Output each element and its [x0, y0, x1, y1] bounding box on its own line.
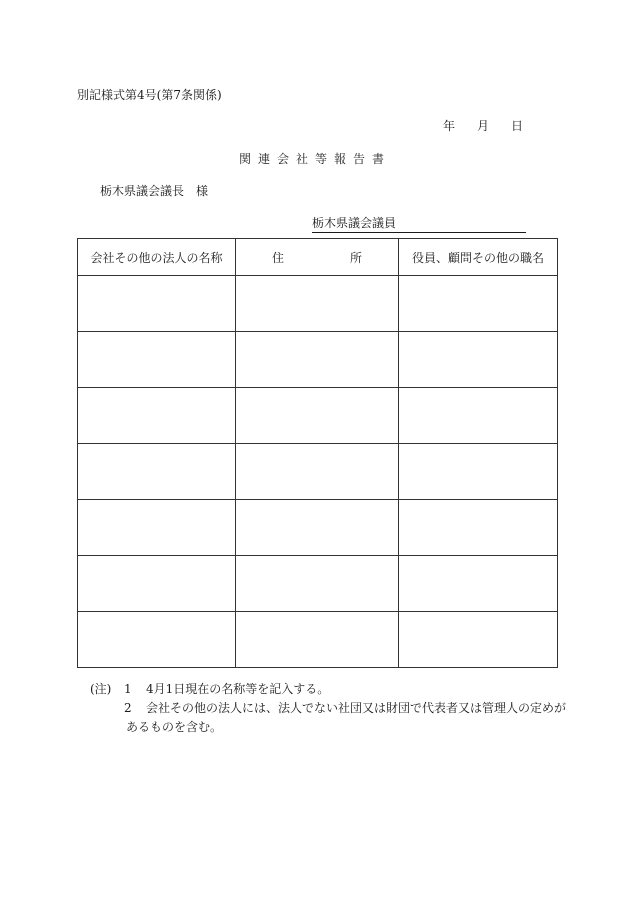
address-cell[interactable] — [236, 444, 399, 500]
table-row — [78, 444, 558, 500]
company-name-cell[interactable] — [78, 612, 236, 668]
note-text-continued: あるものを含む。 — [126, 720, 223, 734]
note-text: 会社その他の法人には、法人でない社団又は財団で代表者又は管理人の定めが — [146, 701, 567, 715]
position-cell[interactable] — [399, 444, 558, 500]
notes-label: (注) — [90, 682, 112, 696]
position-cell[interactable] — [399, 500, 558, 556]
note-number: 2 — [124, 701, 132, 715]
table-row — [78, 332, 558, 388]
table-row — [78, 388, 558, 444]
company-name-cell[interactable] — [78, 332, 236, 388]
note-text: 4月1日現在の名称等を記入する。 — [146, 682, 330, 696]
company-name-cell[interactable] — [78, 388, 236, 444]
table-row — [78, 500, 558, 556]
notes — [90, 680, 566, 737]
header-position: 役員、顧問その他の職名 — [399, 239, 558, 276]
month-label: 月 — [477, 119, 490, 133]
company-name-cell[interactable] — [78, 556, 236, 612]
note-item-1 — [90, 680, 566, 699]
position-cell[interactable] — [399, 332, 558, 388]
day-label: 日 — [511, 119, 524, 133]
date-line — [443, 117, 523, 134]
company-name-cell[interactable] — [78, 444, 236, 500]
position-cell[interactable] — [399, 556, 558, 612]
address-cell[interactable] — [236, 388, 399, 444]
position-cell[interactable] — [399, 388, 558, 444]
reporter-signature-line — [312, 214, 526, 233]
header-company-name: 会社その他の法人の名称 — [78, 239, 236, 276]
related-company-table — [77, 238, 558, 668]
reporter-label: 栃木県議会議員 — [312, 216, 397, 230]
form-number: 別記様式第4号(第7条関係) — [77, 88, 222, 102]
header-address — [236, 239, 399, 276]
position-cell[interactable] — [399, 276, 558, 332]
addressee: 栃木県議会議長 様 — [100, 184, 209, 198]
address-cell[interactable] — [236, 500, 399, 556]
company-name-cell[interactable] — [78, 500, 236, 556]
table-row — [78, 276, 558, 332]
document-title: 関連会社等報告書 — [238, 152, 391, 166]
address-cell[interactable] — [236, 332, 399, 388]
note-number: 1 — [124, 682, 132, 696]
address-cell[interactable] — [236, 276, 399, 332]
header-address-part2: 所 — [350, 250, 363, 265]
note-item-2-continuation — [90, 718, 566, 737]
company-name-cell[interactable] — [78, 276, 236, 332]
table-header-row — [78, 239, 558, 276]
position-cell[interactable] — [399, 612, 558, 668]
table-row — [78, 556, 558, 612]
address-cell[interactable] — [236, 612, 399, 668]
note-item-2 — [90, 699, 566, 718]
address-cell[interactable] — [236, 556, 399, 612]
table-row — [78, 612, 558, 668]
header-address-part1: 住 — [271, 250, 284, 265]
year-label: 年 — [443, 119, 456, 133]
